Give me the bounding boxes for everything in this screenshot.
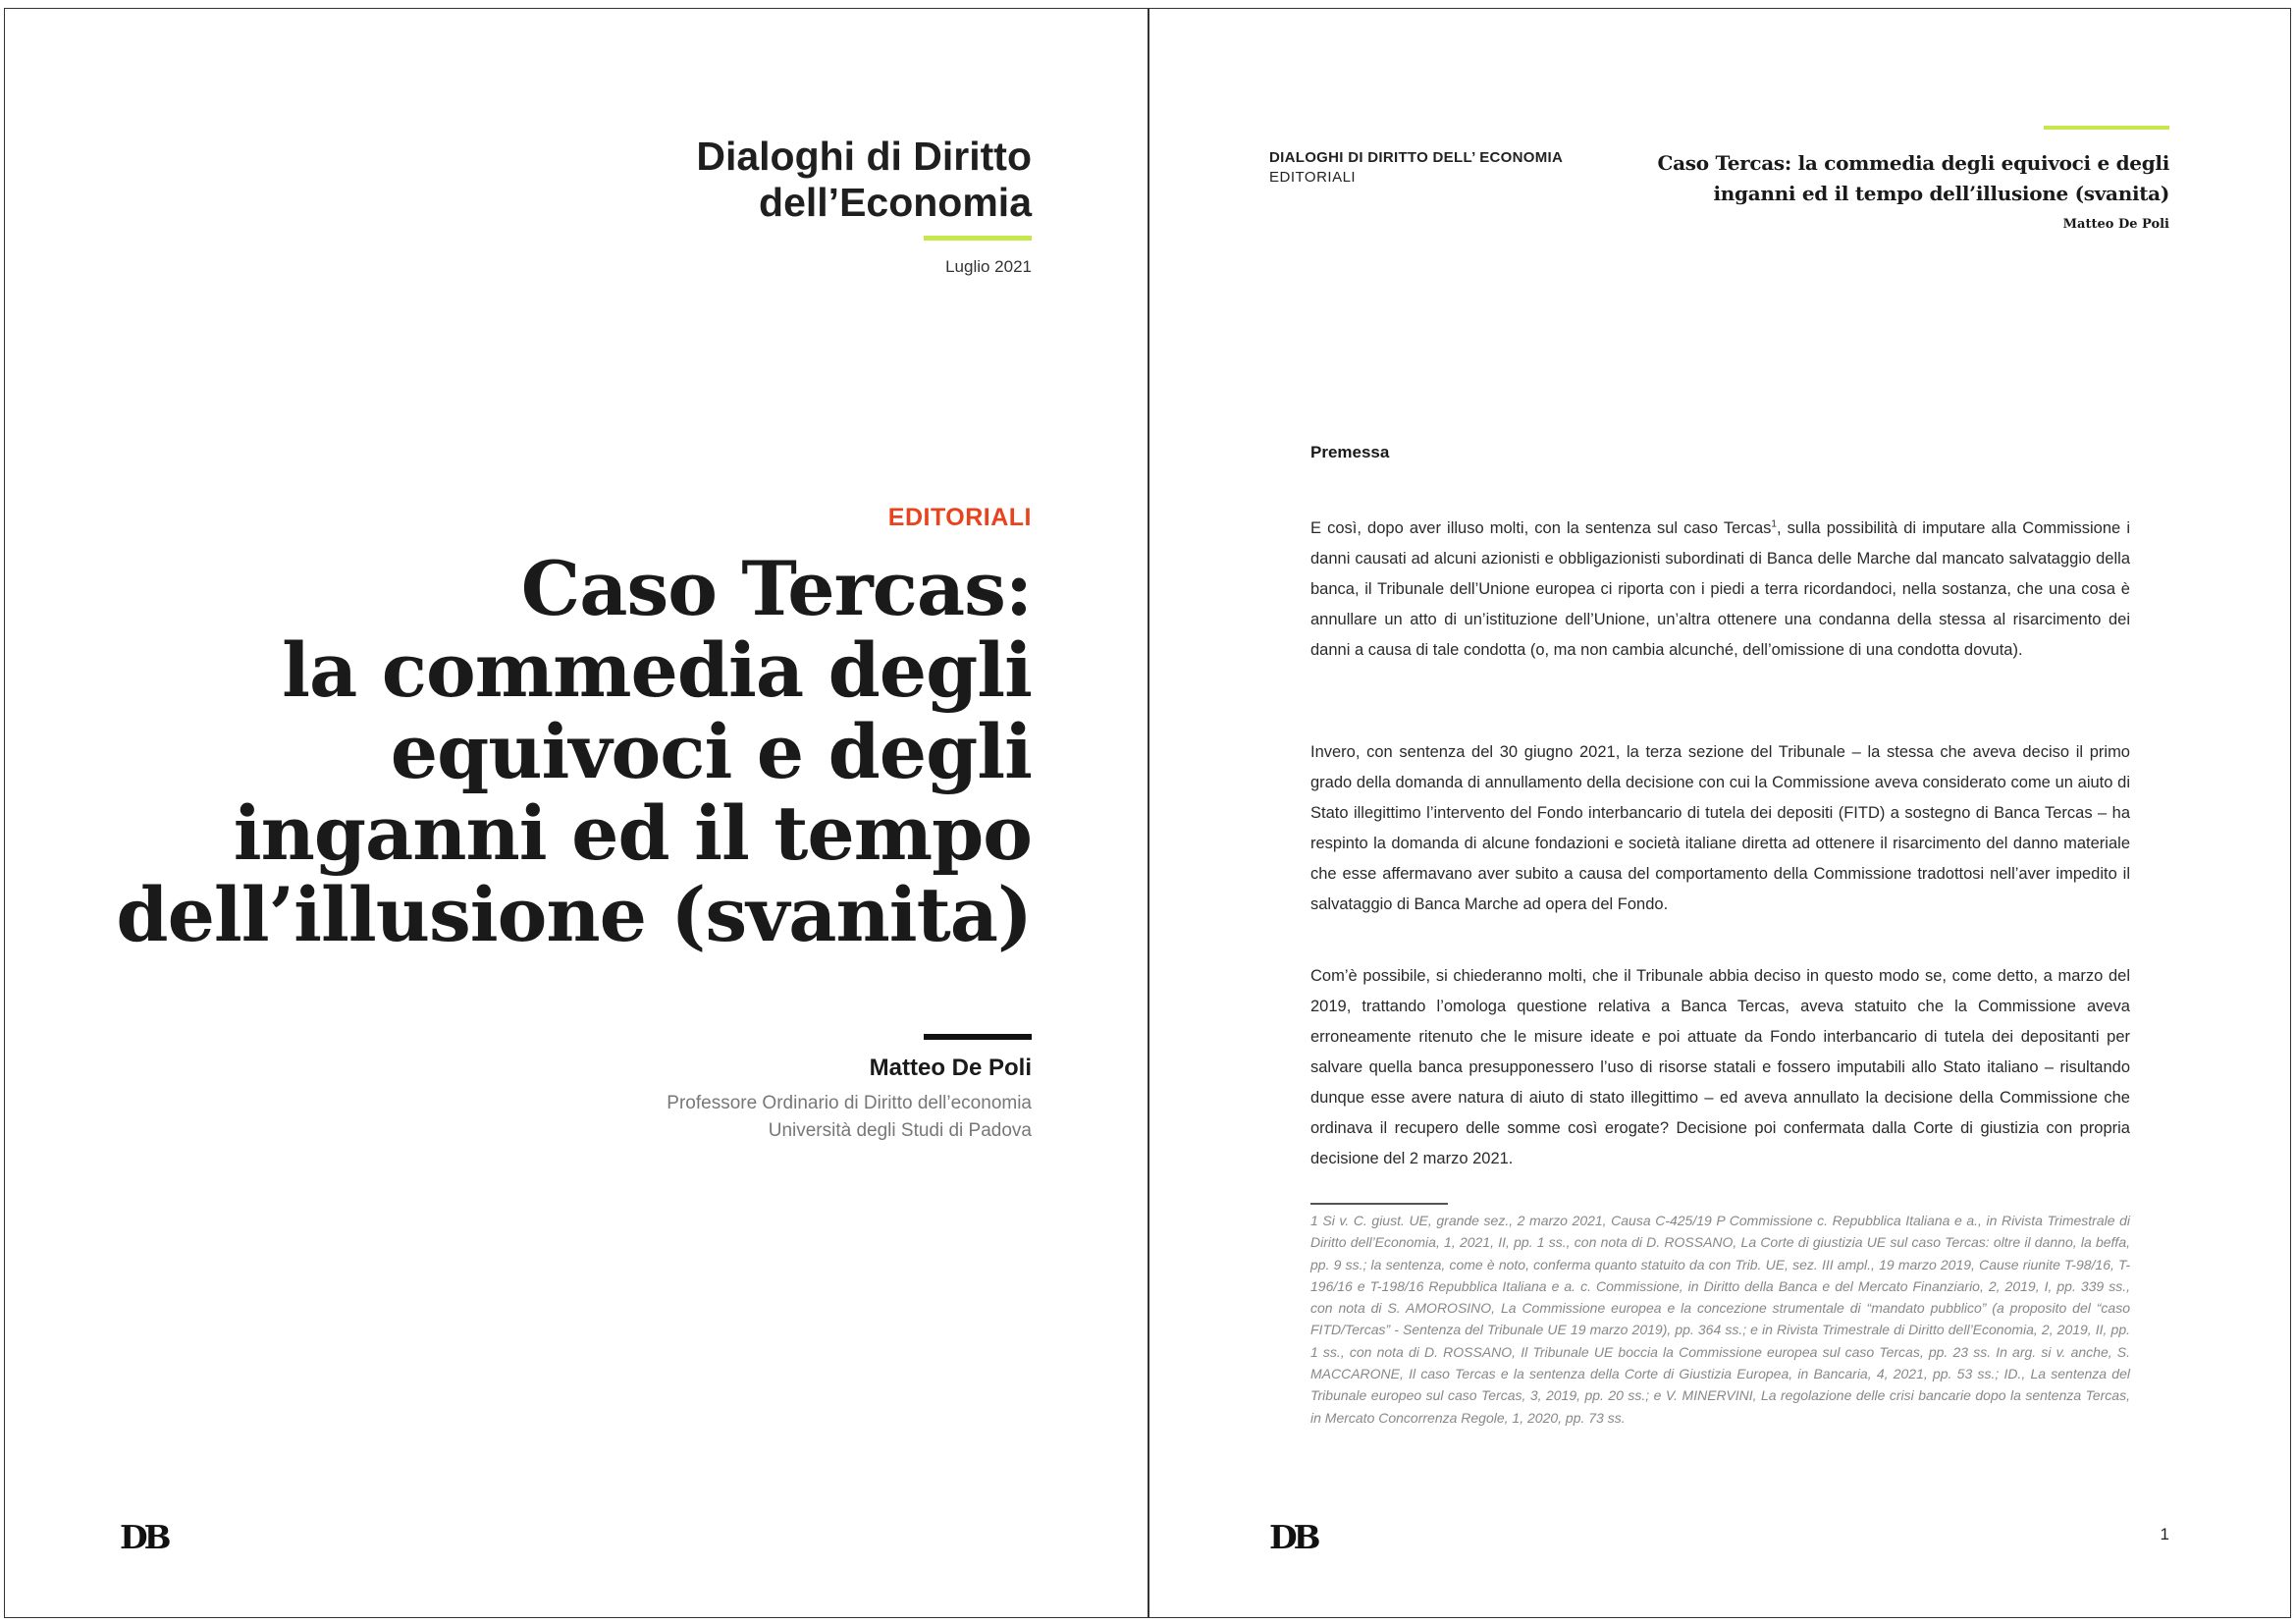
footnote-separator (1310, 1203, 1448, 1205)
issue-date: Luglio 2021 (945, 257, 1032, 276)
author-affiliation-role: Professore Ordinario di Diritto dell’economia (667, 1093, 1032, 1113)
author-affiliation-university: Università degli Studi di Padova (768, 1120, 1032, 1141)
body-paragraph: Invero, con sentenza del 30 giugno 2021, la terza sezione del Tribunale – la stessa che aveva deciso il primo grado della domanda di annullamento della decisione con cui la Commissione aveva considerato come un aiuto di Stato illegittimo l’intervento del Fondo interbancario di tutela dei depositi (FITD) a sostegno di Banca Tercas – ha respinto la domanda di alcune fondazioni e società italiane diretta ad ottenere il risarcimento del danno materiale che esse affermavano aver subito a causa del comportamento della Commissione tradottosi nell’aver impedito il salvataggio di Banca Marche ad opera del Fondo. (1310, 743, 2130, 913)
page-number: 1 (2160, 1525, 2169, 1543)
article-title-line: dell’illusione (svanita) (116, 871, 1032, 958)
running-head-section: EDITORIALI (1269, 169, 1357, 186)
body-paragraph (1310, 514, 2130, 666)
article-title-line: la commedia degli (282, 626, 1032, 714)
author-rule (924, 1034, 1032, 1040)
journal-title-line2: dell’Economia (759, 180, 1032, 225)
article-page (1149, 8, 2291, 1618)
running-title-line2: inganni ed il tempo dell’illusione (svanita) (1713, 182, 2169, 205)
paragraph-text: , sulla possibilità di imputare alla Commissione i danni causati ad alcuni azionisti e obbligazionisti subordinati di Banca delle Marche dal mancato salvataggio della banca, il Tribunale dell’Unione europea ci riporta con i piedi a terra ricordandoci, nella sostanza, che una cosa è annullare un atto di un’istituzione dell’Unione, un’altra ottenere una condanna della stessa al risarcimento dei danni a causa di tale condotta (o, ma non cambia alcunché, dell’omissione di una condotta dovuta). (1310, 519, 2130, 659)
section-label: EDITORIALI (887, 504, 1032, 531)
author-name: Matteo De Poli (869, 1055, 1032, 1081)
running-title-line1: Caso Tercas: la commedia degli equivoci e degli (1657, 151, 2169, 175)
journal-title-line1: Dialoghi di Diritto (696, 134, 1032, 179)
article-title-line: Caso Tercas: (520, 545, 1032, 632)
db-logo: DB (1269, 1518, 1317, 1556)
author-affiliation (443, 1090, 1032, 1145)
footnote: 1 Si v. C. giust. UE, grande sez., 2 marzo 2021, Causa C-425/19 P Commissione c. Repubblica Italiana e a., in Rivista Trimestrale di Diritto dell’Economia, 1, 2021, II, pp. 1 ss., con nota di D. ROSSANO, La Corte di giustizia UE sul caso Tercas: oltre il danno, la beffa, pp. 9 ss.; la sentenza, come è noto, conferma quanto statuito da con Trib. UE, sez. III ampl., 19 marzo 2019, Cause riunite T-98/16, T-196/16 e T-198/16 Repubblica Italiana e a. c. Commissione, in Diritto della Banca e del Mercato Finanziario, 2, 2019, I, pp. 339 ss., con nota di S. AMOROSINO, La Commissione europea e la concezione strumentale di “mandato pubblico” (a proposito del “caso FITD/Tercas” - Sentenza del Tribunale UE 19 marzo 2019), pp. 364 ss.; e in Rivista Trimestrale di Diritto dell’Economia, 2, 2019, II, pp. 1 ss., con nota di D. ROSSANO, Il Tribunale UE boccia la Commissione europea sul caso Tercas, pp. 23 ss. In arg. si v. anche, S. MACCARONE, Il caso Tercas e la sentenza della Corte di Giustizia Europea, in Bancaria, 4, 2021, pp. 53 ss.; ID., La sentenza del Tribunale europeo sul caso Tercas, 3, 2019, pp. 20 ss.; e V. MINERVINI, La regolazione delle crisi bancarie dopo la sentenza Tercas, in Mercato Concorrenza Regole, 1, 2020, pp. 73 ss. (1310, 1213, 2130, 1426)
section-heading: Premessa (1310, 443, 1390, 461)
accent-rule (924, 236, 1032, 241)
cover-page (4, 8, 1148, 1618)
running-title (1620, 148, 2169, 209)
db-logo: DB (120, 1518, 168, 1556)
article-title-line: inganni ed il tempo (233, 789, 1032, 877)
running-head (1269, 148, 1563, 188)
running-author: Matteo De Poli (2062, 217, 2169, 232)
paragraph-text: E così, dopo aver illuso molti, con la sentenza sul caso Tercas (1310, 519, 1772, 537)
article-title (99, 545, 1032, 958)
journal-title (443, 134, 1032, 226)
running-head-journal: DIALOGHI DI DIRITTO DELL’ ECONOMIA (1269, 149, 1564, 166)
footnote-reference[interactable]: 1 (1771, 518, 1777, 530)
article-title-line: equivoci e degli (390, 708, 1032, 795)
body-paragraph: Com’è possibile, si chiederanno molti, che il Tribunale abbia deciso in questo modo se, come detto, a marzo del 2019, trattando l’omologa questione relativa a Banca Tercas, aveva statuito che la Commissione aveva erroneamente ritenuto che le misure ideate e poi attuate da Fondo interbancario di tutela dei depositanti per salvare quella banca presupponessero l’uso di risorse statali e fossero imputabili allo Stato italiano – risultando dunque esse avere natura di aiuto di stato illegittimo – ed aveva annullato la decisione della Commissione che ordinava il recupero delle somme così erogate? Decisione poi confermata dalla Corte di giustizia con propria decisione del 2 marzo 2021. (1310, 967, 2130, 1167)
accent-rule (2044, 126, 2169, 130)
